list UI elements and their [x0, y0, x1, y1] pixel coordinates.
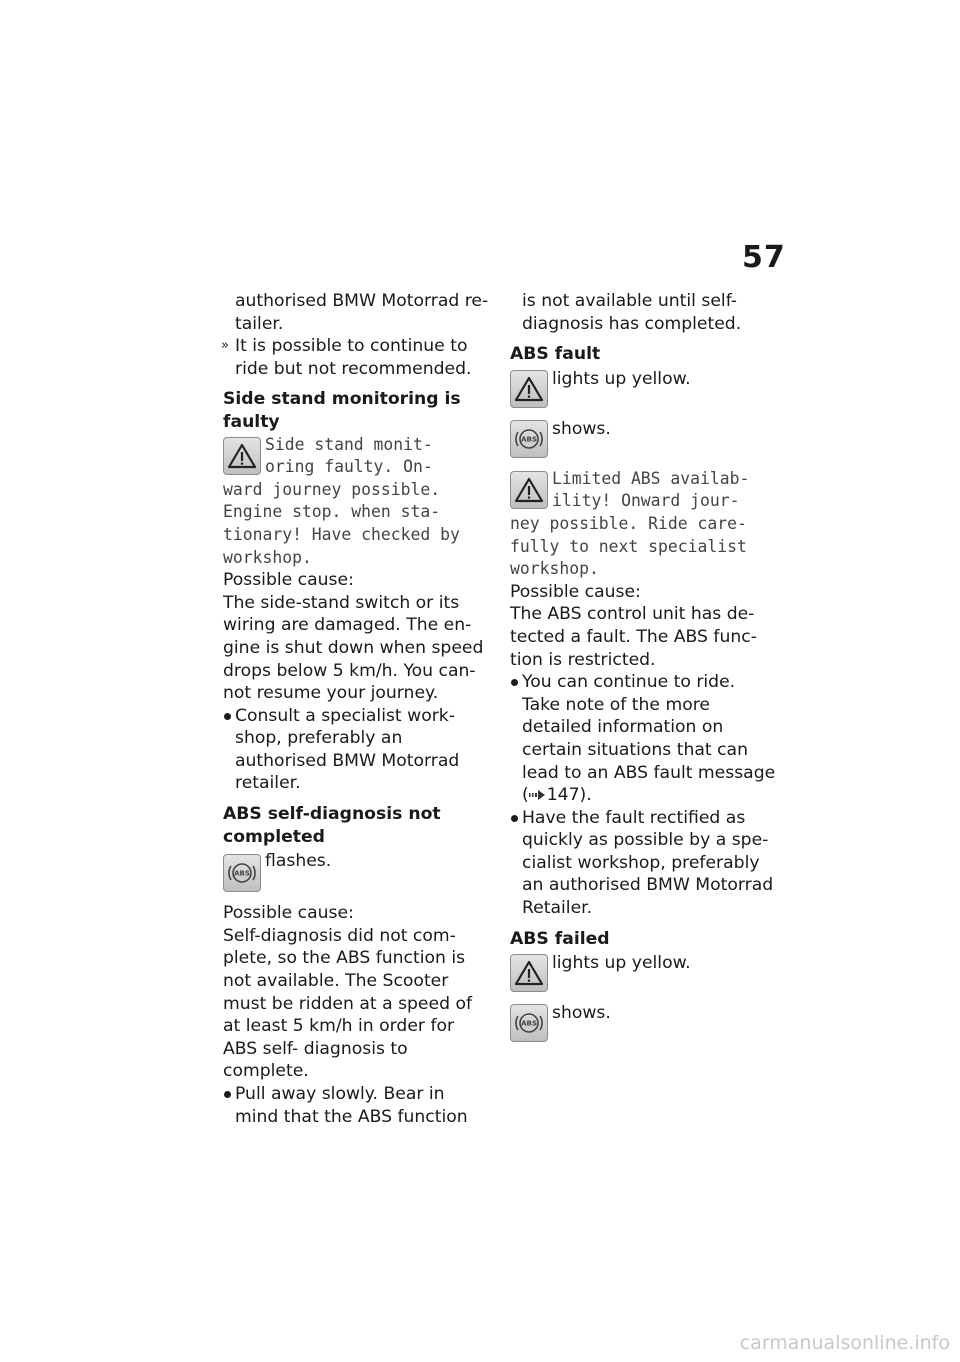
cause-text: Self-diagnosis did not com- plete, so the ABS function is not available. The Scooter must be ridden at a speed of at least 5 km/h in order for ABS self- diagnosis to complete. [223, 925, 473, 1082]
continued-text: authorised BMW Motorrad re- tailer. [235, 291, 489, 334]
abs-fault-message: Limited ABS availab- ility! Onward jour- ney possible. Ride care- fully to next specialist workshop. [510, 468, 750, 579]
svg-text:ABS: ABS [521, 1019, 537, 1028]
abs-icon [510, 1004, 548, 1042]
warning-triangle-icon [510, 370, 548, 408]
abs-icon [510, 420, 548, 458]
page-reference-arrow-icon[interactable] [529, 784, 547, 807]
warning-triangle-icon [510, 471, 548, 509]
result-item: » It is possible to continue to ride but not recommended. [223, 335, 491, 380]
heading-abs-selfdiag: ABS self-diagnosis not completed [223, 804, 441, 847]
svg-text:ABS: ABS [521, 435, 537, 444]
right-column [510, 290, 778, 1046]
page-number: 57 [742, 240, 786, 275]
bullet-item: Have the fault rectified as quickly as possible by a spe- cialist workshop, preferably an authorised BMW Motorrad Retailer. [510, 807, 778, 920]
cause-label: Possible cause: [223, 570, 354, 591]
bullet-item: Consult a specialist work- shop, preferably an authorised BMW Motorrad retailer. [223, 705, 491, 795]
left-column [223, 290, 491, 1128]
svg-text:ABS: ABS [234, 869, 250, 878]
cause-text: The ABS control unit has de- tected a fault. The ABS func- tion is restricted. [510, 604, 757, 670]
failed-warning-indicator: lights up yellow. [510, 952, 778, 996]
bullet-item: You can continue to ride. Take note of the more detailed information on certain situations that can lead to an ABS fault message ( 147). [510, 671, 778, 807]
selfdiag-indicator: ABS flashes. [223, 850, 491, 894]
warning-triangle-icon [223, 437, 261, 475]
side-stand-message: Side stand monit- oring faulty. On- ward journey possible. Engine stop. when sta- tionary! Have checked by workshop. [223, 434, 460, 567]
fault-abs-indicator: ABS shows. [510, 418, 778, 462]
abs-icon [223, 854, 261, 892]
watermark: carmanualsonline.info [739, 1332, 950, 1354]
page-reference[interactable]: 147). [546, 785, 592, 806]
warning-triangle-icon [510, 954, 548, 992]
cause-label: Possible cause: [510, 581, 641, 602]
heading-abs-fault: ABS fault [510, 344, 601, 365]
bullet-item: Pull away slowly. Bear in mind that the ABS function [223, 1083, 491, 1128]
heading-side-stand: Side stand monitoring is faulty [223, 389, 461, 432]
heading-abs-failed: ABS failed [510, 928, 610, 949]
continued-text: is not available until self- diagnosis has completed. [522, 291, 742, 334]
cause-text: The side-stand switch or its wiring are damaged. The en- gine is shut down when speed drops below 5 km/h. You can- not resume your journey. [223, 592, 484, 704]
cause-label: Possible cause: [223, 903, 354, 924]
failed-abs-indicator: ABS shows. [510, 1002, 778, 1046]
fault-warning-indicator: lights up yellow. [510, 368, 778, 412]
